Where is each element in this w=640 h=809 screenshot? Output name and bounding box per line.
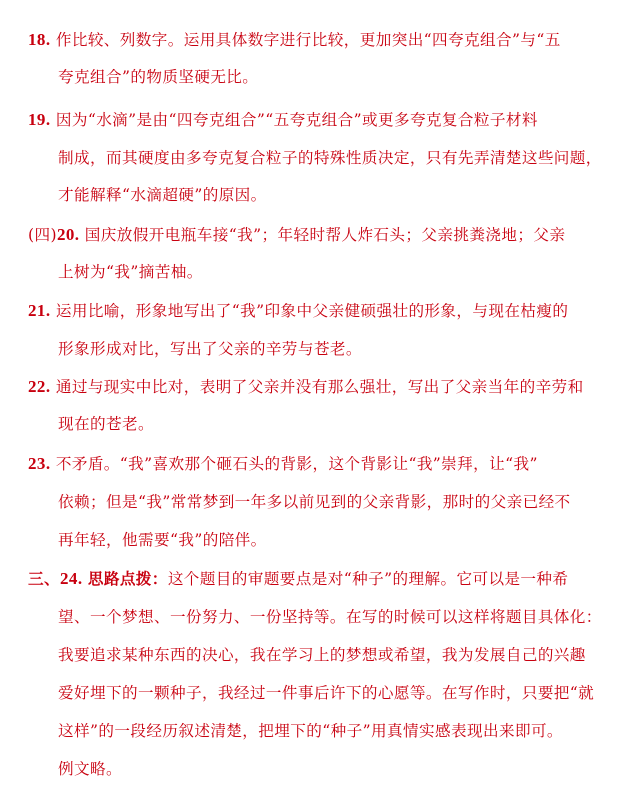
answer-line: 21. 运用比喻，形象地写出了“我”印象中父亲健硕强壮的形象，与现在枯瘦的 <box>28 301 569 320</box>
answer-line <box>58 683 594 703</box>
answer-line <box>58 759 122 779</box>
answer-number: 23 <box>28 454 46 473</box>
answer-line <box>58 414 154 434</box>
answer-text: 通过与现实中比对，表明了父亲并没有那么强壮，写出了父亲当年的辛劳和 <box>55 378 584 396</box>
answer-text: 国庆放假开电瓶车接“我”；年轻时帮人炸石头；父亲挑粪浇地；父亲 <box>84 226 566 244</box>
section-prefix: 三、 <box>28 569 60 588</box>
answer-line <box>58 721 563 741</box>
answer-text: 作比较、列数字。运用具体数字进行比较，更加突出“四夸克组合”与“五 <box>55 31 561 49</box>
answer-number: 22 <box>28 377 46 396</box>
answer-text: 再年轻，他需要“我”的陪伴。 <box>58 531 267 549</box>
answer-line <box>58 339 362 359</box>
answer-text: 现在的苍老。 <box>58 415 154 433</box>
answer-line <box>58 262 203 282</box>
answer-line <box>58 645 586 665</box>
answer-text: 因为“水滴”是由“四夸克组合”“五夸克组合”或更多夸克复合粒子材料 <box>55 111 538 129</box>
answer-line <box>58 67 258 87</box>
answer-line <box>58 185 267 205</box>
answer-text: 这个题目的审题要点是对“种子”的理解。它可以是一种希 <box>167 570 569 588</box>
answer-text: 不矛盾。“我”喜欢那个砸石头的背影，这个背影让“我”崇拜，让“我” <box>55 455 538 473</box>
section-prefix: (四) <box>28 226 57 244</box>
answer-text: 夸克组合”的物质坚硬无比。 <box>58 68 259 86</box>
answer-line <box>58 607 602 627</box>
answer-line <box>58 148 602 168</box>
answer-text: 制成，而其硬度由多夸克复合粒子的特殊性质决定，只有先弄清楚这些问题， <box>58 149 602 167</box>
answer-number: 20 <box>56 225 75 244</box>
answer-text: 形象形成对比，写出了父亲的辛劳与苍老。 <box>58 340 362 358</box>
answer-text: 上树为“我”摘苦柚。 <box>58 263 203 281</box>
answer-line: 三、24. 思路点拨：这个题目的审题要点是对“种子”的理解。它可以是一种希 <box>28 569 569 588</box>
answer-line: 22. 通过与现实中比对，表明了父亲并没有那么强壮，写出了父亲当年的辛劳和 <box>28 377 584 396</box>
answer-text: 望、一个梦想、一份努力、一份坚持等。在写的时候可以这样将题目具体化： <box>58 608 602 626</box>
answer-number: 18 <box>28 30 46 49</box>
answer-number: 19 <box>28 110 46 129</box>
answer-text: 运用比喻，形象地写出了“我”印象中父亲健硕强壮的形象，与现在枯瘦的 <box>55 302 569 320</box>
answer-line: 19. 因为“水滴”是由“四夸克组合”“五夸克组合”或更多夸克复合粒子材料 <box>28 110 538 129</box>
answer-text: 才能解释“水滴超硬”的原因。 <box>58 186 267 204</box>
answer-text: 依赖；但是“我”常常梦到一年多以前见到的父亲背影，那时的父亲已经不 <box>58 493 571 511</box>
answer-line: (四)20. 国庆放假开电瓶车接“我”；年轻时帮人炸石头；父亲挑粪浇地；父亲 <box>28 225 566 244</box>
answer-text: 这样”的一段经历叙述清楚，把埋下的“种子”用真情实感表现出来即可。 <box>58 722 563 740</box>
answer-text: 例文略。 <box>58 760 122 778</box>
answer-text: 爱好埋下的一颗种子，我经过一件事后许下的心愿等。在写作时，只要把“就 <box>58 684 595 702</box>
answer-line <box>58 530 267 550</box>
answer-number: 21 <box>28 301 46 320</box>
answer-line: 23. 不矛盾。“我”喜欢那个砸石头的背影，这个背影让“我”崇拜，让“我” <box>28 454 538 473</box>
hint-heading: 思路点拨： <box>87 569 168 588</box>
answer-text: 我要追求某种东西的决心，我在学习上的梦想或希望，我为发展自己的兴趣 <box>58 646 586 664</box>
answer-line: 18. 作比较、列数字。运用具体数字进行比较，更加突出“四夸克组合”与“五 <box>28 30 561 49</box>
answer-number: 24 <box>60 569 78 588</box>
answer-line <box>58 492 571 512</box>
